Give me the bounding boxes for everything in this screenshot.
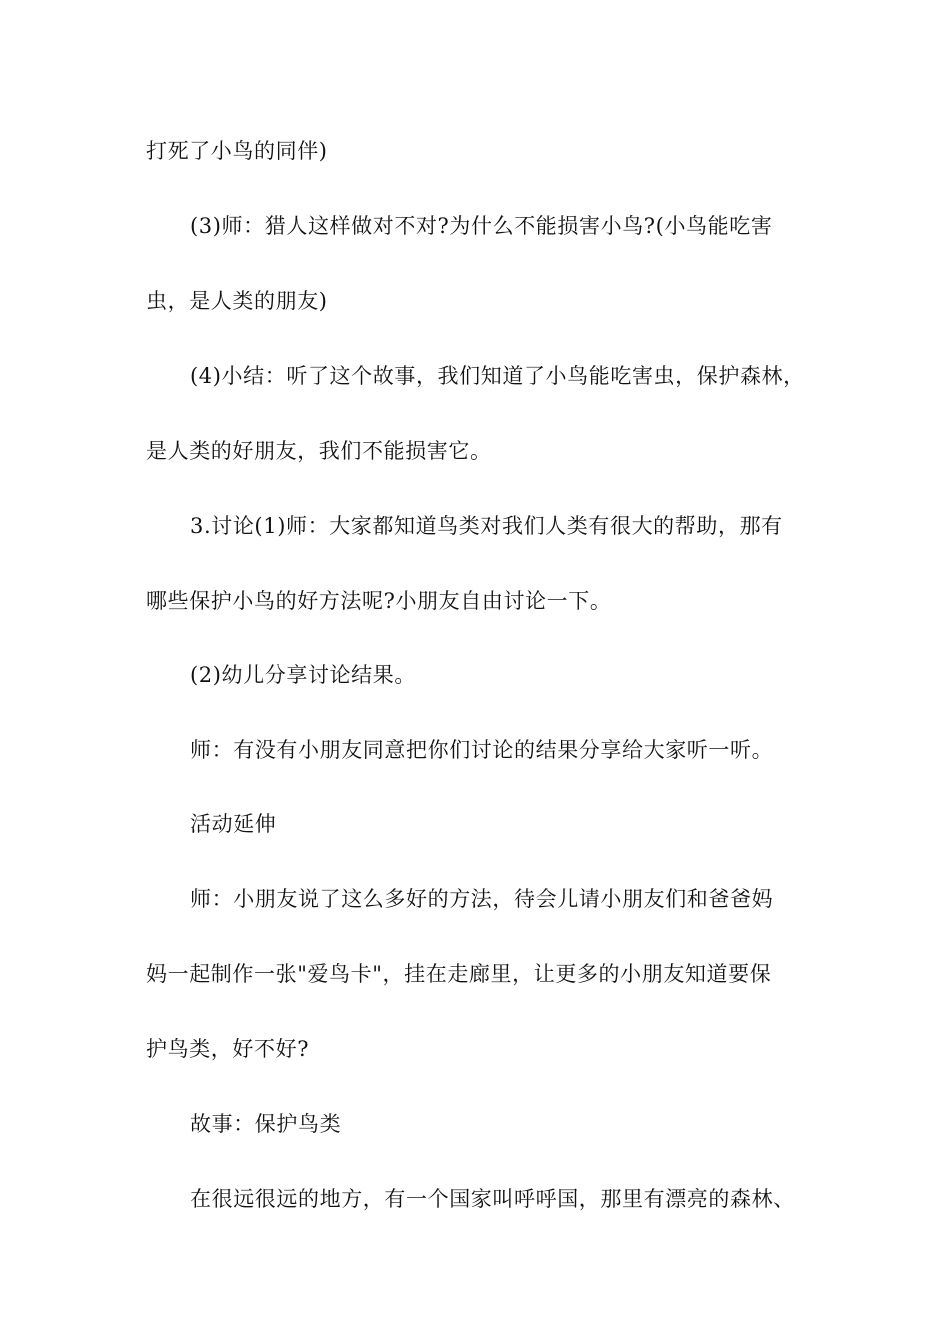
text-line-13: 护鸟类，好不好? — [146, 1037, 310, 1061]
text-line-15: 在很远很远的地方，有一个国家叫呼呼国，那里有漂亮的森林、 — [190, 1187, 795, 1211]
text-line-8: (2)幼儿分享讨论结果。 — [190, 663, 416, 687]
text-line-4: (4)小结：听了这个故事，我们知道了小鸟能吃害虫，保护森林， — [190, 364, 805, 388]
section-heading-extension: 活动延伸 — [190, 812, 277, 836]
text-line-9: 师：有没有小朋友同意把你们讨论的结果分享给大家听一听。 — [190, 738, 774, 762]
text-line-6: 3.讨论(1)师：大家都知道鸟类对我们人类有很大的帮助，那有 — [190, 514, 783, 538]
section-heading-story: 故事：保护鸟类 — [190, 1112, 342, 1136]
text-line-11: 师：小朋友说了这么多好的方法，待会儿请小朋友们和爸爸妈 — [190, 887, 774, 911]
text-line-3: 虫，是人类的朋友) — [146, 289, 328, 313]
text-line-2: (3)师：猎人这样做对不对?为什么不能损害小鸟?(小鸟能吃害 — [190, 214, 773, 238]
text-line-1: 打死了小鸟的同伴) — [146, 139, 328, 163]
text-line-5: 是人类的好朋友，我们不能损害它。 — [146, 439, 492, 463]
text-line-7: 哪些保护小鸟的好方法呢?小朋友自由讨论一下。 — [146, 589, 612, 613]
text-line-12: 妈一起制作一张"爱鸟卡"，挂在走廊里，让更多的小朋友知道要保 — [146, 962, 772, 986]
